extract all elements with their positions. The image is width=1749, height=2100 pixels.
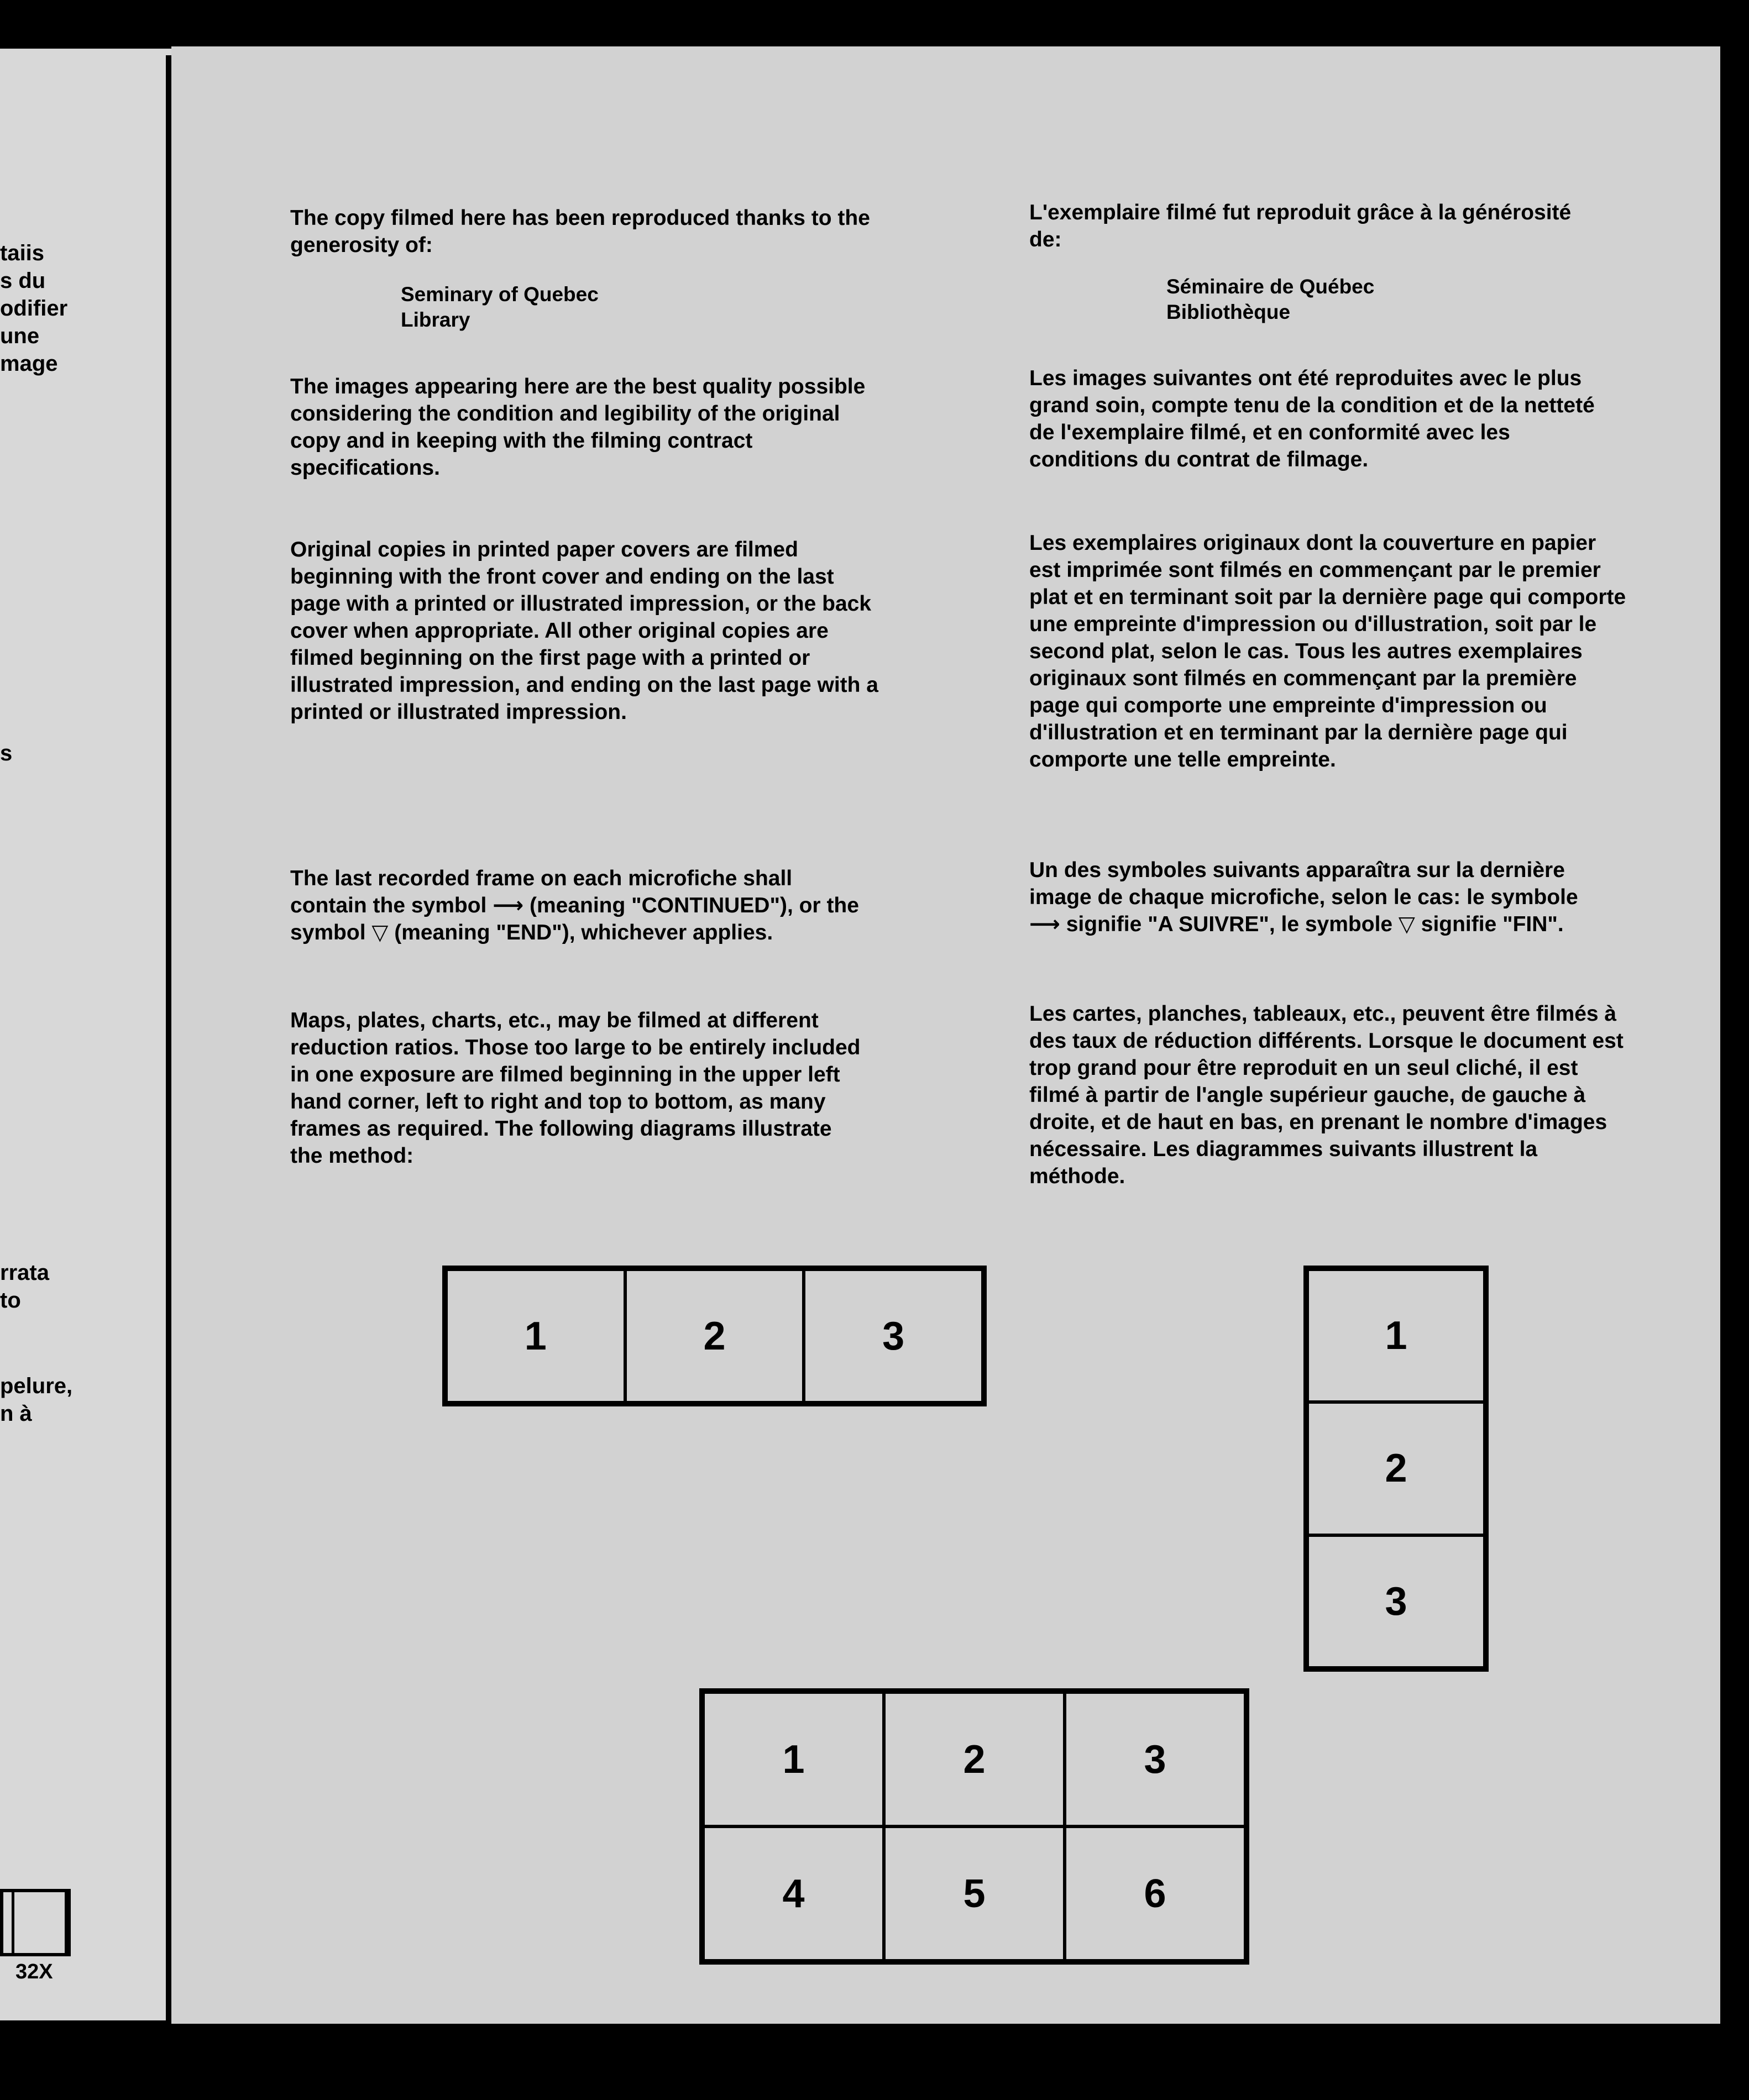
- frame-cell: 5: [884, 1826, 1065, 1961]
- fragment-text: taiis: [0, 241, 45, 265]
- french-intro: L'exemplaire filmé fut reproduit grâce à la générosité de:: [1029, 201, 1572, 251]
- fragment-text: odifier: [0, 296, 68, 321]
- english-originals-paragraph: Original copies in printed paper covers are filmed beginning with the front cover and ending on the last page with a printed or illustrated impression, or the back cover when appropriate. All other original copies are filmed beginning on the first page with a printed or illustrated impression, and ending on the last page with a printed or illustrated impression.: [290, 538, 878, 724]
- frame-cell: 1: [703, 1692, 884, 1826]
- frame-cell: 1: [446, 1269, 625, 1403]
- french-symbols-paragraph: Un des symboles suivants apparaîtra sur la dernière image de chaque microfiche, selon le cas: le symbole ⟶ signifie "A SUIVRE", le symbole ▽ signifie "FIN".: [1029, 858, 1578, 936]
- frame-cell: 4: [703, 1826, 884, 1961]
- fragment-text: s du: [0, 269, 46, 293]
- french-maps-paragraph: Les cartes, planches, tableaux, etc., peuvent être filmés à des taux de réduction différents. Lorsque le document est trop grand pour être reproduit en un seul cliché, il est filmé à partir de l'angle supérieur gauche, de gauche à droite, et de haut en bas, en prenant le nombre d'images nécessaire. Les diagrammes suivants illustrent la méthode.: [1029, 1002, 1624, 1188]
- frame-cell: 1: [1307, 1269, 1485, 1402]
- french-library-name: Séminaire de Québec: [1166, 275, 1375, 298]
- fragment-text: s: [0, 741, 13, 765]
- frame-cell: 2: [884, 1692, 1065, 1826]
- english-library-name: Seminary of Quebec: [401, 283, 599, 306]
- english-maps-paragraph: Maps, plates, charts, etc., may be filmed at different reduction ratios. Those too large to be entirely included in one exposure are filmed beginning in the upper left hand corner, left to right and top to bottom, as many frames as required. The following diagrams illustrate the method:: [290, 1009, 861, 1168]
- french-library-dept: Bibliothèque: [1166, 301, 1291, 323]
- english-intro: The copy filmed here has been reproduced thanks to the generosity of:: [290, 206, 870, 257]
- frame-cell: 3: [1307, 1535, 1485, 1668]
- frame-cell: 2: [625, 1269, 804, 1403]
- column-diagram: [1303, 1266, 1489, 1672]
- french-originals-paragraph: Les exemplaires originaux dont la couverture en papier est imprimée sont filmés en commençant par le premier plat et en terminant soit par la dernière page qui comporte une empreinte d'impression ou d'illustration, soit par le second plat, selon le cas. Tous les autres exemplaires originaux sont filmés en commençant par la première page qui comporte une empreinte d'impression ou d'illustration et en terminant par la dernière page qui comporte une telle empreinte.: [1029, 531, 1626, 771]
- resolution-label: 32X: [15, 1960, 53, 1983]
- frame-cell: 2: [1307, 1402, 1485, 1535]
- french-quality-paragraph: Les images suivantes ont été reproduites avec le plus grand soin, compte tenu de la condition et de la netteté de l'exemplaire filmé, et en conformité avec les conditions du contrat de filmage.: [1029, 366, 1595, 471]
- fragment-text: n à: [0, 1401, 32, 1426]
- fragment-text: pelure,: [0, 1374, 73, 1398]
- row-diagram: [442, 1266, 987, 1406]
- english-quality-paragraph: The images appearing here are the best quality possible considering the condition and legibility of the original copy and in keeping with the filming contract specifications.: [290, 375, 866, 480]
- frame-cell: 6: [1065, 1826, 1245, 1961]
- fragment-text: une: [0, 324, 40, 348]
- fragment-text: rrata: [0, 1261, 49, 1285]
- resolution-target-box: [0, 1889, 71, 1956]
- frame-cell: 3: [1065, 1692, 1245, 1826]
- english-frame-paragraph: The last recorded frame on each microfiche shall contain the symbol ⟶ (meaning "CONTINUED"), or the symbol ▽ (meaning "END"), whichever applies.: [290, 867, 859, 944]
- adjacent-page: [0, 49, 185, 2020]
- fragment-text: to: [0, 1288, 21, 1313]
- grid-diagram: [699, 1688, 1249, 1965]
- fragment-text: mage: [0, 351, 58, 376]
- frame-cell: 3: [804, 1269, 983, 1403]
- english-library-dept: Library: [401, 308, 470, 331]
